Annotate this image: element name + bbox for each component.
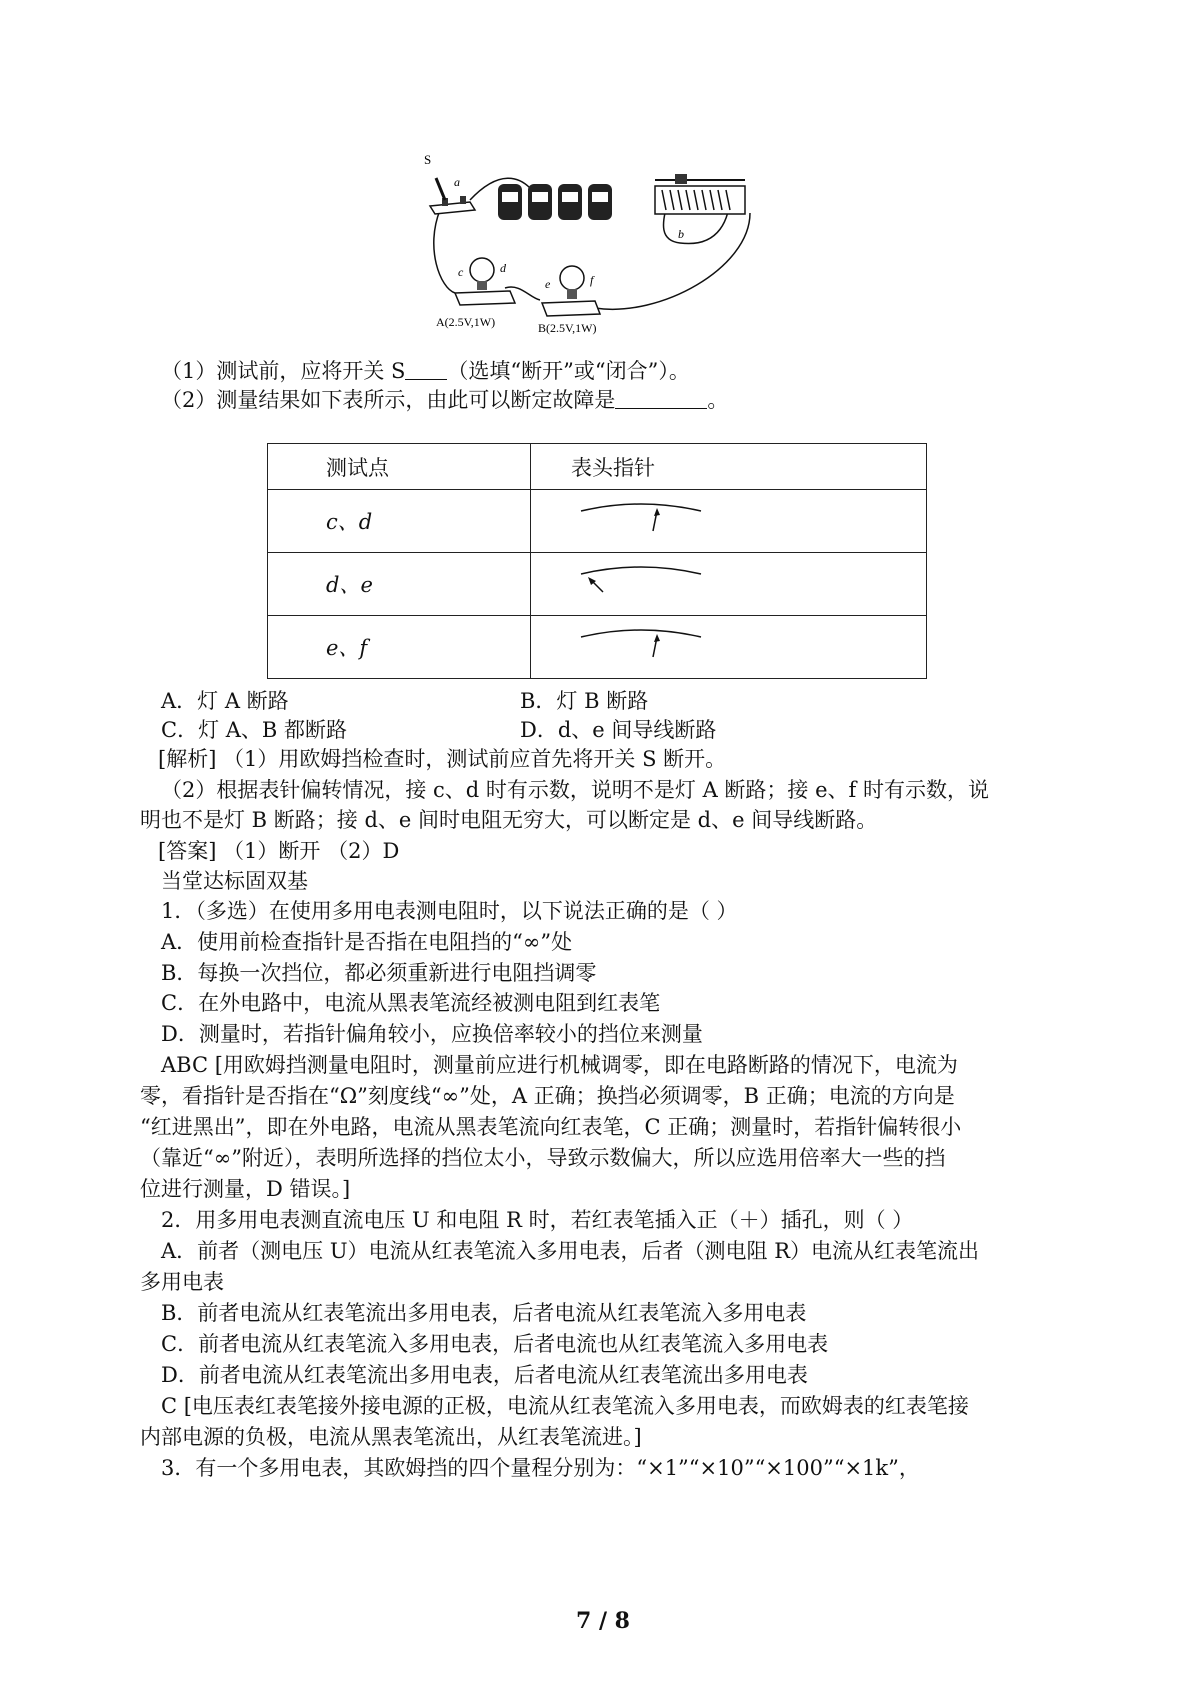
section-title: 当堂达标固双基 [161,869,308,893]
question-part-1 [161,356,690,386]
q1-option-a: A．使用前检查指针是否指在电阻挡的“∞”处 [161,930,573,954]
q1-explanation-4: （靠近“∞”附近），表明所选择的挡位太小，导致示数偏大，所以应选用倍率大一些的挡 [140,1146,946,1170]
table-row [268,490,927,553]
header-test-point: 测试点 [268,444,531,490]
option-d: D．d、e 间导线断路 [520,718,717,742]
q1-explanation-2: 零，看指针是否指在“Ω”刻度线“∞”处，A 正确；换挡必须调零，B 正确；电流的方向是 [140,1084,955,1108]
q1-option-d: D．测量时，若指针偏角较小，应换倍率较小的挡位来测量 [161,1022,703,1046]
needle-right-icon [571,499,711,539]
needle-cell [531,490,927,553]
label-b: b [678,227,684,241]
table-header-row [268,444,927,490]
analysis-line-2: （2）根据表针偏转情况，接 c、d 时有示数，说明不是灯 A 断路；接 e、f 时有示数，说 [161,778,989,802]
label-d: d [500,261,506,275]
test-point-cell: e、f [268,616,531,679]
q1-stem: 1．（多选）在使用多用电表测电阻时，以下说法正确的是（ ） [161,899,738,923]
question-part-2 [161,385,728,415]
q3-stem: 3．有一个多用电表，其欧姆挡的四个量程分别为：“×1”“×10”“×100”“×1k”， [161,1456,920,1480]
circuit-figure [424,152,780,358]
q1-option-b: B．每换一次挡位，都必须重新进行电阻挡调零 [161,961,597,985]
lamp-a-shape [455,258,515,305]
page-number: 7 / 8 [576,1608,630,1634]
q2-explanation-1: C [电压表红表笔接外接电源的正极，电流从红表笔流入多用电表，而欧姆表的红表笔接 [161,1394,969,1418]
measurement-table [267,443,927,679]
needle-cell [531,553,927,616]
q1-explanation-5: 位进行测量，D 错误。] [140,1177,351,1201]
label-e: e [545,277,551,291]
option-c: C．灯 A、B 都断路 [161,718,348,742]
test-point-cell: c、d [268,490,531,553]
label-f: f [590,273,594,287]
header-needle: 表头指针 [531,444,927,490]
q2-stem: 2．用多用电表测直流电压 U 和电阻 R 时，若红表笔插入正（＋）插孔，则（ ） [161,1208,914,1232]
option-a: A．灯 A 断路 [161,689,289,713]
analysis-line-1: [解析] （1）用欧姆挡检查时，测试前应首先将开关 S 断开。 [158,747,727,771]
battery-group [498,184,612,220]
table-row [268,553,927,616]
q1-explanation-3: “红进黑出”，即在外电路，电流从黑表笔流向红表笔，C 正确；测量时，若指针偏转很小 [140,1115,962,1139]
part2-text: （2）测量结果如下表所示，由此可以断定故障是 [161,388,616,412]
answer-line: [答案] （1）断开 （2）D [158,839,400,863]
needle-left-icon [571,562,711,602]
label-c: c [458,265,464,279]
switch-label: S [424,152,432,167]
answer-blank-2 [615,390,707,409]
q1-explanation-1: ABC [用欧姆挡测量电阻时，测量前应进行机械调零，即在电路断路的情况下，电流为 [161,1053,958,1077]
lamp-a-label: A(2.5V,1W) [436,315,496,329]
answer-blank-1 [405,361,447,380]
q2-explanation-2: 内部电源的负极，电流从黑表笔流出，从红表笔流进。] [140,1425,642,1449]
switch-shape [430,178,475,214]
q2-option-a: A．前者（测电压 U）电流从红表笔流入多用电表，后者（测电阻 R）电流从红表笔流出 [161,1239,980,1263]
option-b: B．灯 B 断路 [520,689,649,713]
q2-option-b: B．前者电流从红表笔流出多用电表，后者电流从红表笔流入多用电表 [161,1301,807,1325]
table-row [268,616,927,679]
lamp-b-label: B(2.5V,1W) [538,321,597,335]
q1-option-c: C．在外电路中，电流从黑表笔流经被测电阻到红表笔 [161,991,661,1015]
part1-text: （1）测试前，应将开关 S [161,359,406,383]
part2-text-end: 。 [707,388,729,412]
q2-option-c: C．前者电流从红表笔流入多用电表，后者电流也从红表笔流入多用电表 [161,1332,829,1356]
q2-option-d: D．前者电流从红表笔流出多用电表，后者电流从红表笔流出多用电表 [161,1363,808,1387]
test-point-cell: d、e [268,553,531,616]
q2-option-a-cont: 多用电表 [140,1270,224,1294]
analysis-line-3: 明也不是灯 B 断路；接 d、e 间时电阻无穷大，可以断定是 d、e 间导线断路。 [140,808,878,832]
needle-cell [531,616,927,679]
part1-text-end: （选填“断开”或“闭合”）。 [447,359,690,383]
needle-right-icon [571,625,711,665]
label-a: a [454,175,460,189]
rheostat-shape [655,174,745,214]
